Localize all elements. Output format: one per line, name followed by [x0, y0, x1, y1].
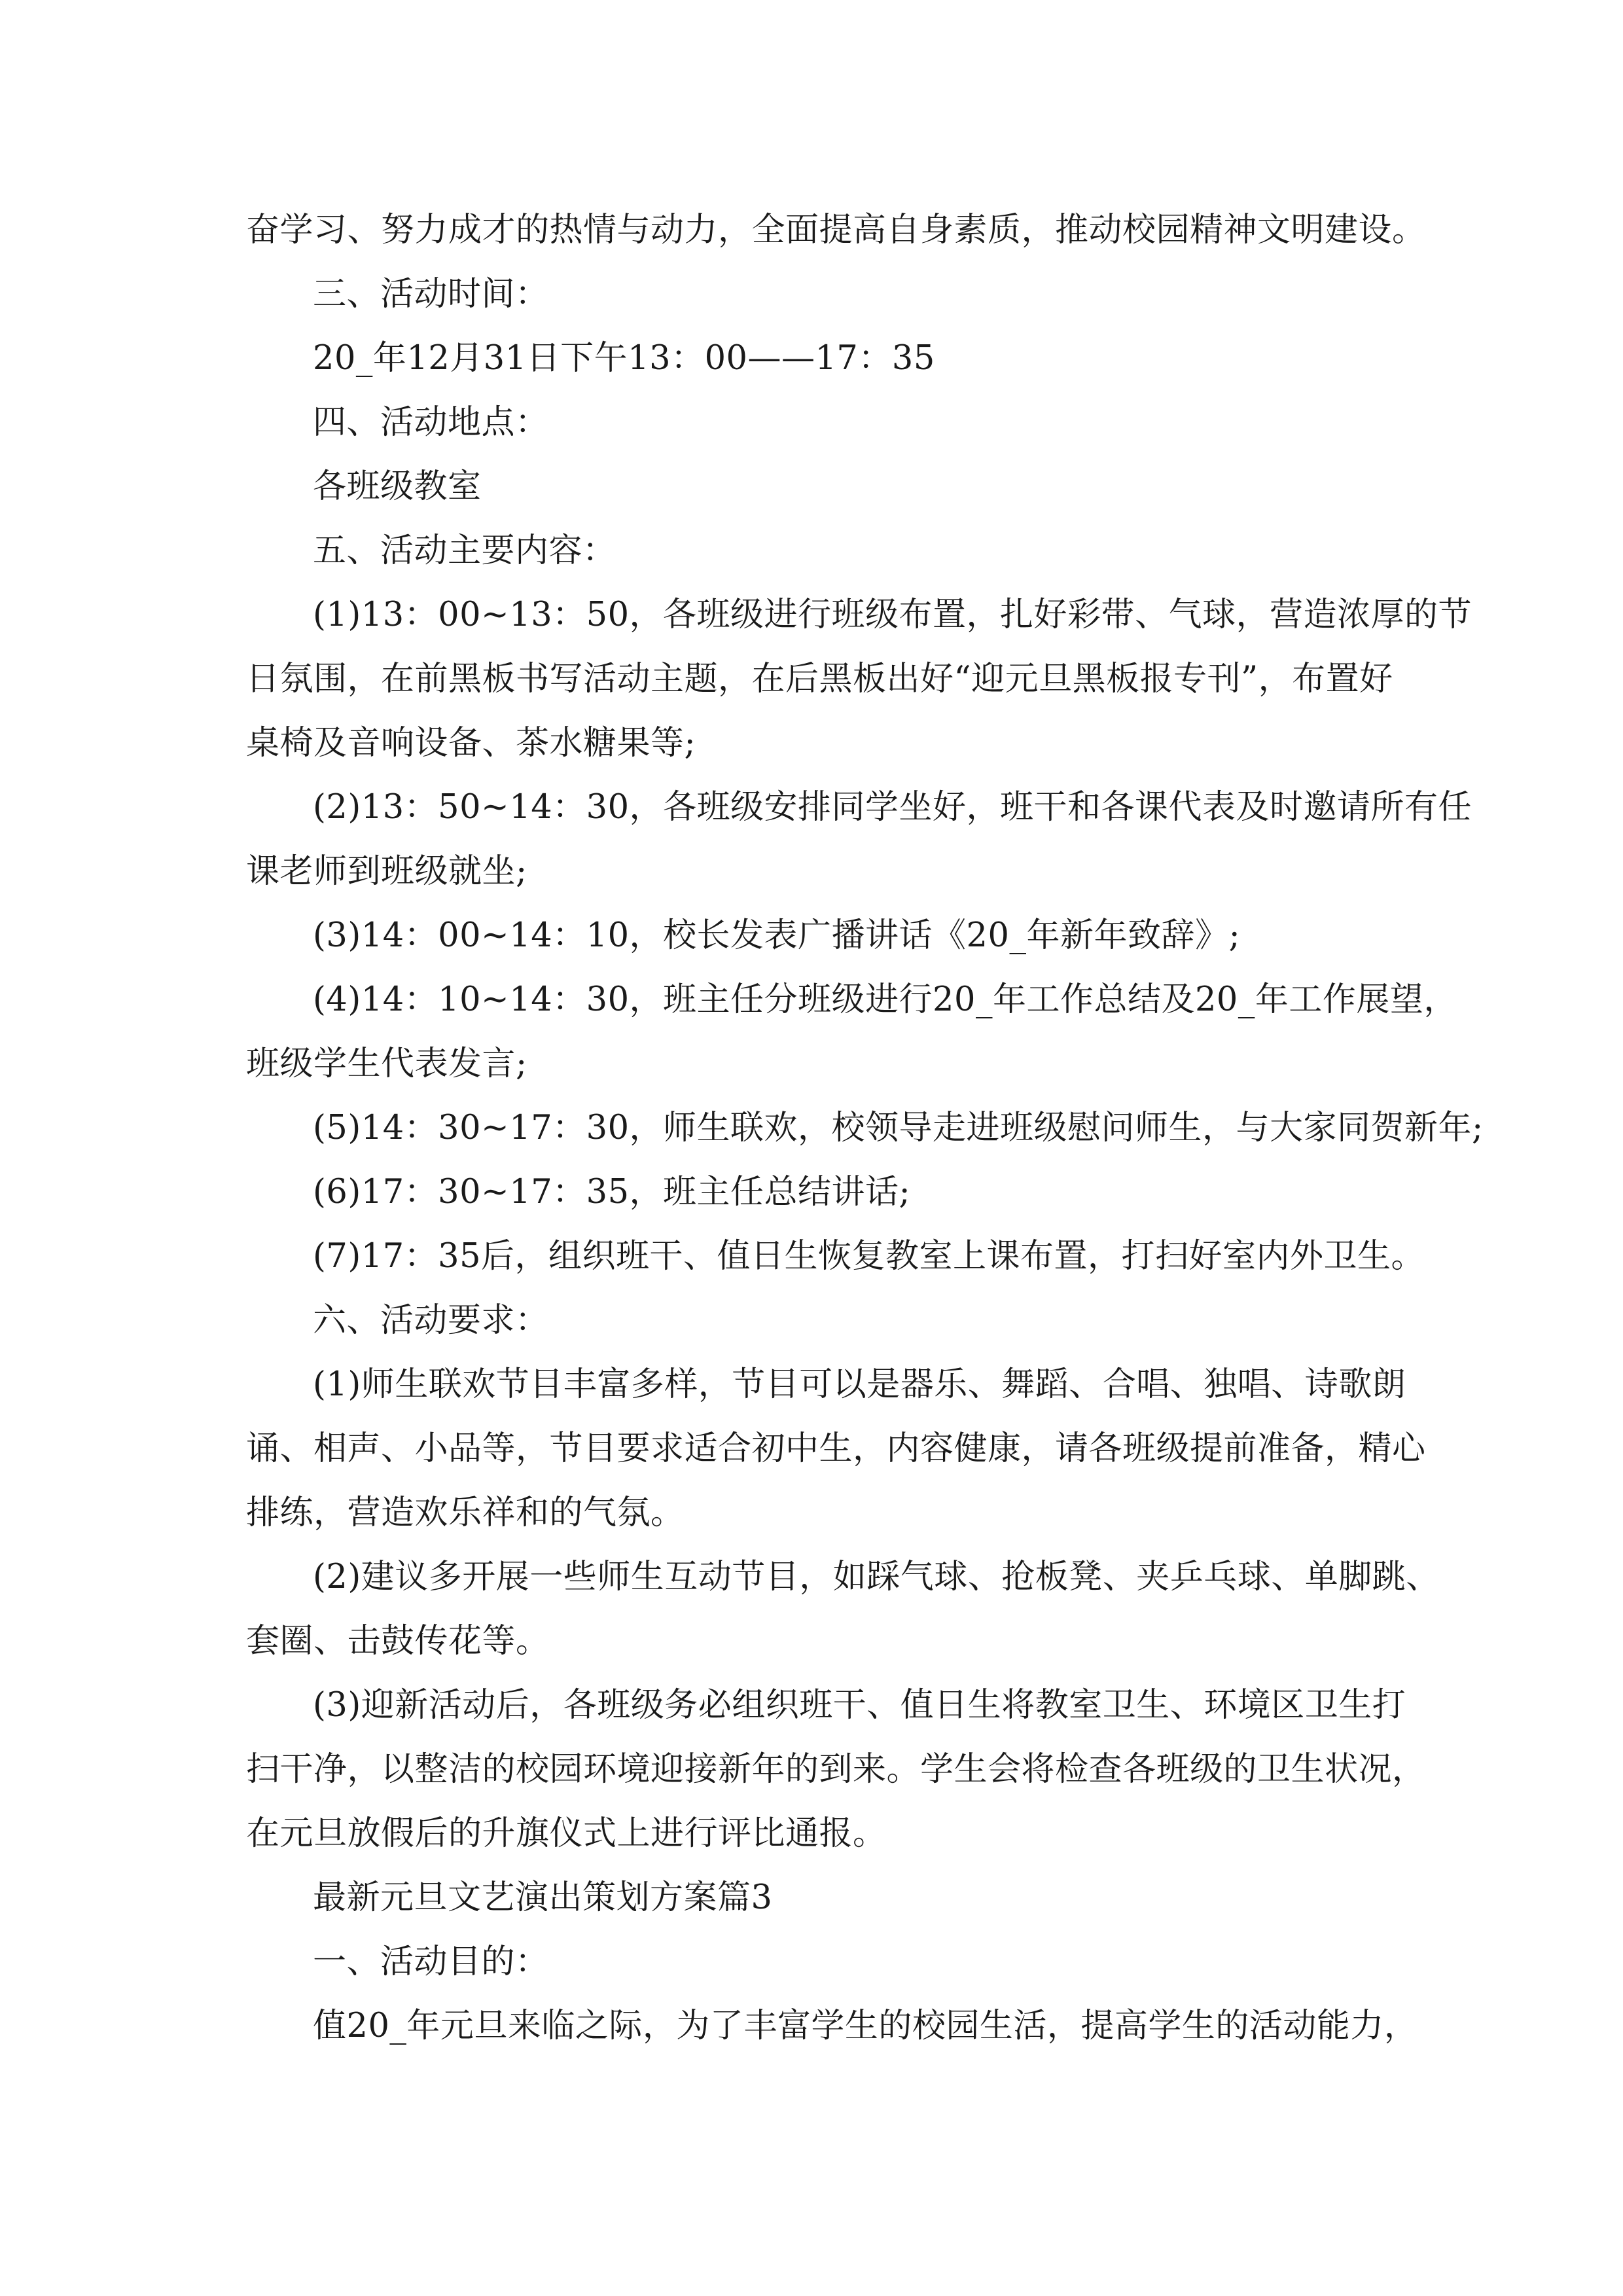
body-text-line: 排练，营造欢乐祥和的气氛。 — [246, 1494, 685, 1532]
body-text-line: 桌椅及音响设备、茶水糖果等; — [246, 724, 696, 762]
body-text-line: 20_年12月31日下午13：00——17：35 — [313, 339, 935, 378]
body-text-line: (2)13：50~14：30，各班级安排同学坐好，班干和各课代表及时邀请所有任 — [313, 788, 1472, 827]
body-text-line: 奋学习、努力成才的热情与动力，全面提高自身素质，推动校园精神文明建设。 — [246, 211, 1426, 249]
body-text-line: (5)14：30~17：30，师生联欢，校领导走进班级慰问师生，与大家同贺新年; — [313, 1109, 1484, 1147]
section-heading: 一、活动目的： — [313, 1943, 549, 1981]
article-title: 最新元旦文艺演出策划方案篇3 — [313, 1878, 773, 1917]
body-text-line: 诵、相声、小品等，节目要求适合初中生，内容健康，请各班级提前准备，精心 — [246, 1429, 1426, 1468]
section-heading: 四、活动地点： — [313, 403, 549, 442]
body-text-line: 在元旦放假后的升旗仪式上进行评比通报。 — [246, 1814, 887, 1853]
section-heading: 六、活动要求： — [313, 1301, 549, 1340]
body-text-line: (3)14：00~14：10，校长发表广播讲话《20_年新年致辞》; — [313, 916, 1241, 955]
body-text-line: (7)17：35后，组织班干、值日生恢复教室上课布置，打扫好室内外卫生。 — [313, 1237, 1425, 1276]
body-text-line: (1)师生联欢节目丰富多样，节目可以是器乐、舞蹈、合唱、独唱、诗歌朗 — [313, 1365, 1406, 1404]
body-text-line: 日氛围，在前黑板书写活动主题，在后黑板出好“迎元旦黑板报专刊”，布置好 — [246, 660, 1393, 698]
body-text-line: 值20_年元旦来临之际，为了丰富学生的校园生活，提高学生的活动能力， — [313, 2007, 1418, 2045]
body-text-line: (3)迎新活动后，各班级务必组织班干、值日生将教室卫生、环境区卫生打 — [313, 1686, 1406, 1725]
body-text-line: (1)13：00~13：50，各班级进行班级布置，扎好彩带、气球，营造浓厚的节 — [313, 596, 1472, 634]
body-text-line: (6)17：30~17：35，班主任总结讲话; — [313, 1173, 911, 1211]
body-text-line: (2)建议多开展一些师生互动节目，如踩气球、抢板凳、夹乒乓球、单脚跳、 — [313, 1558, 1440, 1596]
body-text-line: (4)14：10~14：30，班主任分班级进行20_年工作总结及20_年工作展望， — [313, 980, 1457, 1019]
body-text-line: 各班级教室 — [313, 467, 482, 506]
body-text-line: 扫干净，以整洁的校园环境迎接新年的到来。学生会将检查各班级的卫生状况， — [246, 1750, 1426, 1789]
section-heading: 三、活动时间： — [313, 275, 549, 314]
body-text-line: 班级学生代表发言; — [246, 1045, 527, 1083]
body-text-line: 课老师到班级就坐; — [246, 852, 527, 891]
section-heading: 五、活动主要内容： — [313, 531, 616, 570]
body-text-line: 套圈、击鼓传花等。 — [246, 1622, 550, 1660]
